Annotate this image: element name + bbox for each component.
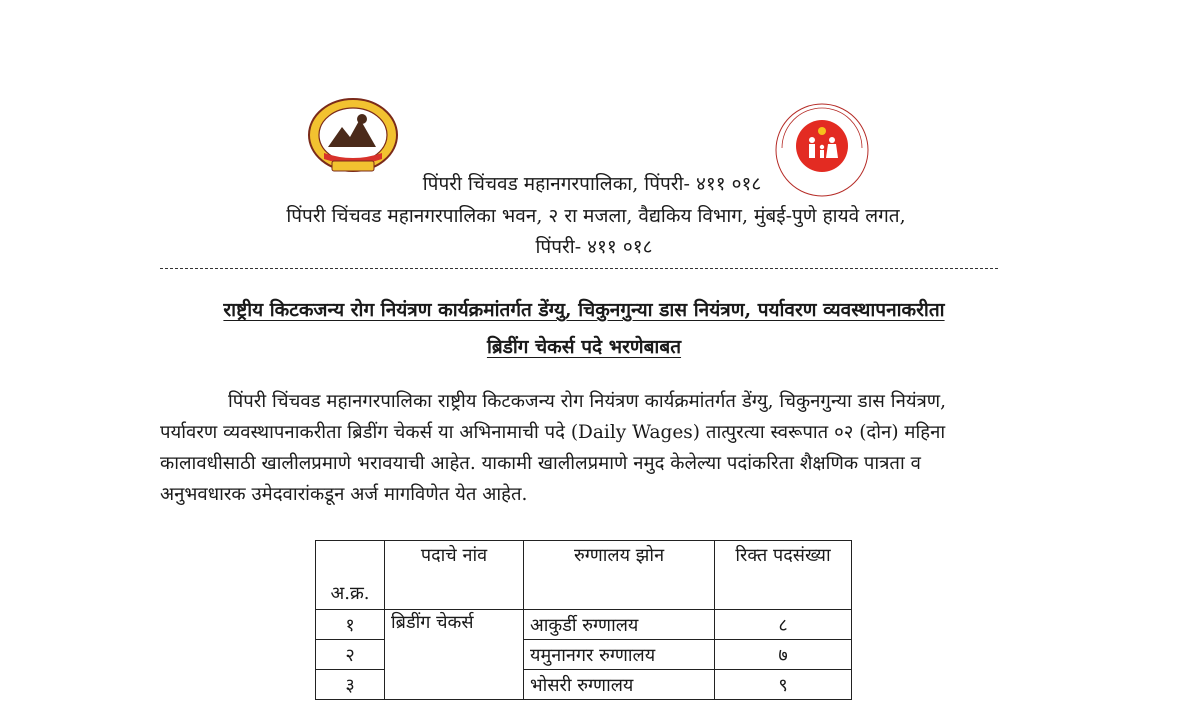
subject-heading-line-2 [0, 333, 1184, 359]
row-zone: आकुर्डी रुग्णालय [524, 610, 715, 640]
header-post-name: पदाचे नांव [385, 541, 524, 610]
row-sr: २ [316, 640, 385, 670]
body-paragraph [160, 386, 1030, 510]
body-line-3: कालावधीसाठी खालीलप्रमाणे भरावयाची आहेत. याकामी खालीलप्रमाणे नमुद केलेल्या पदांकरिता शैक्षणिक पात्रता व [160, 453, 921, 474]
body-line-4: अनुभवधारक उमेदवारांकडून अर्ज मागविणेत येत आहेत. [160, 484, 528, 505]
subject-text-1: राष्ट्रीय किटकजन्य रोग नियंत्रण कार्यक्रमांतर्गत डेंग्यु, चिकुनगुन्या डास नियंत्रण, पर्यावरण व्यवस्थापनाकरीता [223, 299, 945, 321]
dashed-divider [160, 268, 998, 269]
row-sr: ३ [316, 670, 385, 700]
body-line-1: पिंपरी चिंचवड महानगरपालिका राष्ट्रीय किटकजन्य रोग नियंत्रण कार्यक्रमांतर्गत डेंग्यु, चिकुनगुन्या डास नियंत्रण, [228, 391, 947, 412]
row-post-name: ब्रिडींग चेकर्स [385, 610, 524, 700]
table-row [316, 610, 852, 640]
header-vacancies: रिक्त पदसंख्या [715, 541, 852, 610]
subject-text-2: ब्रिडींग चेकर्स पदे भरणेबाबत [486, 336, 682, 358]
row-zone: भोसरी रुग्णालय [524, 670, 715, 700]
org-address-line: पिंपरी चिंचवड महानगरपालिका भवन, २ रा मजला, वैद्यकिय विभाग, मुंबई-पुणे हायवे लगत, [286, 205, 906, 227]
org-name-line: पिंपरी चिंचवड महानगरपालिका, पिंपरी- ४११ ०१८ [422, 173, 762, 195]
table-header-row [316, 541, 852, 610]
row-sr: १ [316, 610, 385, 640]
header-hospital-zone: रुग्णालय झोन [524, 541, 715, 610]
vacancy-table [315, 540, 852, 700]
row-vacancies: ८ [715, 610, 852, 640]
header-sr-no: अ.क्र. [316, 541, 385, 610]
org-city-line: पिंपरी- ४११ ०१८ [535, 236, 653, 258]
row-zone: यमुनानगर रुग्णालय [524, 640, 715, 670]
row-vacancies: ७ [715, 640, 852, 670]
pcmc-emblem-icon [306, 97, 400, 177]
subject-heading-line-1 [0, 296, 1184, 322]
body-line-2: पर्यावरण व्यवस्थापनाकरीता ब्रिडींग चेकर्स या अभिनामाची पदे (Daily Wages) तात्पुरत्या स्वरूपात ०२ (दोन) महिना [160, 422, 946, 443]
row-vacancies: ९ [715, 670, 852, 700]
